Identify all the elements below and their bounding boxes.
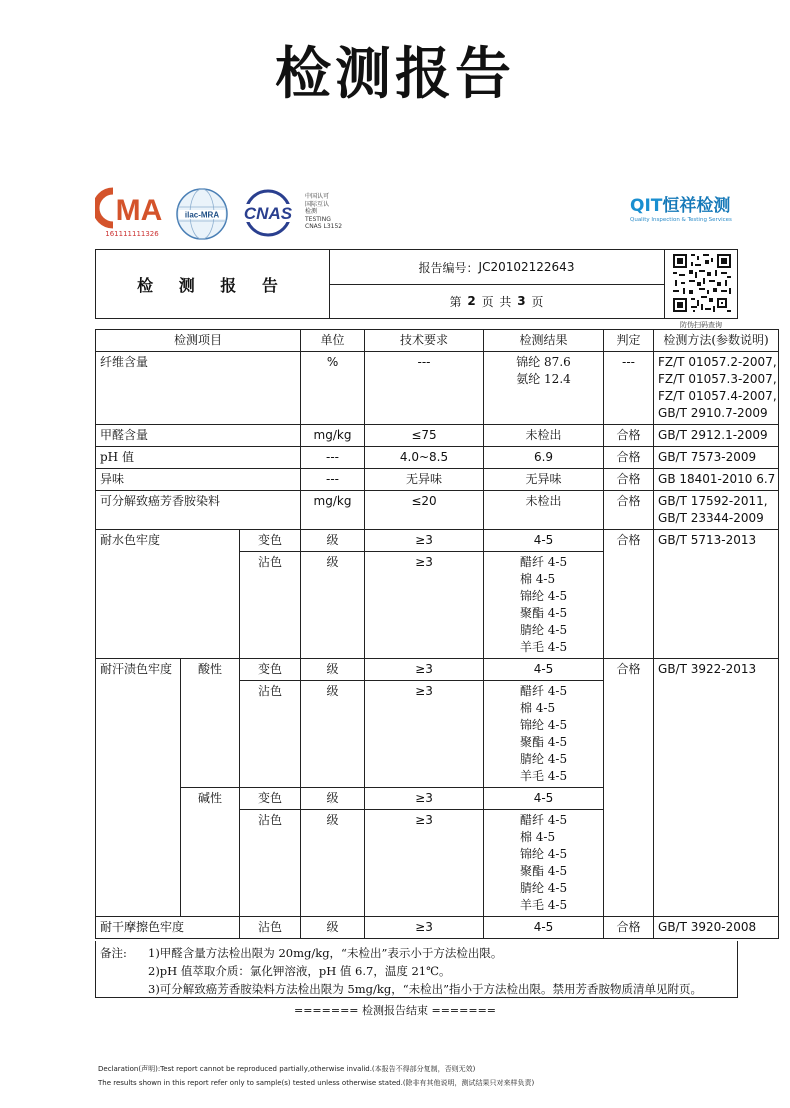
- table-row-water-change: [96, 530, 779, 552]
- qit-name: 恒祥检测: [662, 196, 731, 216]
- note-line: 3)可分解致癌芳香胺染料方法检出限为 5mg/kg，“未检出”指小于方法检出限。禁用芳香胺物质清单见附页。: [148, 982, 702, 996]
- result-line: 醋纤 4-5: [519, 813, 568, 827]
- table-row-dry-rubbing: [96, 917, 779, 939]
- sub-item: 沾色: [240, 810, 301, 917]
- result-line: 腈纶 4-5: [519, 881, 568, 895]
- unit-cell: 级: [301, 659, 365, 681]
- result-cell: 无异味: [484, 469, 604, 491]
- note-line: 1)甲醛含量方法检出限为 20mg/kg，“未检出”表示小于方法检出限。: [148, 946, 503, 960]
- notes-box: [95, 941, 738, 998]
- sub-item: 沾色: [240, 917, 301, 939]
- method-cell: GB/T 7573-2009: [654, 447, 779, 469]
- sub-group: 酸性: [181, 659, 240, 788]
- cma-mark-icon: [95, 187, 169, 229]
- qr-code-icon[interactable]: [671, 252, 733, 314]
- requirement-cell: 4.0~8.5: [365, 447, 484, 469]
- report-number-label: 报告编号：: [418, 260, 479, 275]
- cnas-caption-line: 国际互认: [305, 200, 330, 208]
- cnas-caption-line: TESTING: [305, 215, 331, 223]
- sub-item: 变色: [240, 659, 301, 681]
- result-line: 羊毛 4-5: [519, 769, 568, 783]
- table-header-row: [96, 330, 779, 352]
- item-name: pH 值: [96, 447, 301, 469]
- item-name: 耐汗渍色牢度: [96, 659, 181, 917]
- unit-cell: ---: [301, 447, 365, 469]
- result-cell: [484, 810, 604, 917]
- qit-brand: QIT: [630, 196, 663, 216]
- result-line: 羊毛 4-5: [519, 898, 568, 912]
- cnas-mark-icon: [233, 189, 303, 237]
- logo-row: [95, 185, 740, 245]
- table-row-ph: [96, 447, 779, 469]
- result-cell: 未检出: [484, 491, 604, 530]
- col-header-item: 检测项目: [96, 330, 301, 352]
- table-row-formaldehyde: [96, 425, 779, 447]
- cma-logo-text: MA: [115, 194, 163, 227]
- result-line: 锦纶 4-5: [519, 847, 568, 861]
- requirement-cell: ≥3: [365, 810, 484, 917]
- result-line: 棉 4-5: [519, 830, 556, 844]
- item-name: 可分解致癌芳香胺染料: [96, 491, 301, 530]
- judgement-cell: ---: [604, 352, 654, 425]
- method-line: GB/T 2910.7-2009: [658, 406, 768, 420]
- unit-cell: 级: [301, 917, 365, 939]
- item-name: 纤维含量: [96, 352, 301, 425]
- unit-cell: 级: [301, 788, 365, 810]
- unit-cell: 级: [301, 681, 365, 788]
- result-cell: 4-5: [484, 788, 604, 810]
- col-header-result: 检测结果: [484, 330, 604, 352]
- ilac-globe-icon: [175, 187, 229, 241]
- page-indicator: [329, 284, 665, 318]
- method-cell: GB/T 3922-2013: [654, 659, 779, 917]
- result-cell: [484, 681, 604, 788]
- result-line: 醋纤 4-5: [519, 684, 568, 698]
- sub-item: 沾色: [240, 681, 301, 788]
- note-line: 2)pH 值萃取介质：氯化钾溶液，pH 值 6.7，温度 21℃。: [148, 964, 451, 978]
- result-line: 聚酯 4-5: [519, 864, 568, 878]
- result-cell: 未检出: [484, 425, 604, 447]
- col-header-unit: 单位: [301, 330, 365, 352]
- unit-cell: %: [301, 352, 365, 425]
- cnas-logo: [233, 189, 303, 237]
- method-line: FZ/T 01057.4-2007,: [658, 389, 777, 403]
- requirement-cell: ≤20: [365, 491, 484, 530]
- sub-item: 变色: [240, 530, 301, 552]
- result-cell: [484, 552, 604, 659]
- ilac-mra-logo: [175, 187, 229, 241]
- report-header-box: [95, 249, 738, 319]
- requirement-cell: ≥3: [365, 681, 484, 788]
- declaration-line: Declaration(声明):Test report cannot be reproduced partially,otherwise invalid.(本报告不得部分复制，否则无效): [98, 1065, 476, 1073]
- result-line: 腈纶 4-5: [519, 752, 568, 766]
- requirement-cell: ≤75: [365, 425, 484, 447]
- judgement-cell: 合格: [604, 917, 654, 939]
- page-total: 3: [517, 294, 526, 308]
- requirement-cell: ≥3: [365, 659, 484, 681]
- sub-group: 碱性: [181, 788, 240, 917]
- result-line: 腈纶 4-5: [519, 623, 568, 637]
- method-cell: [654, 491, 779, 530]
- table-row-azo-dyes: [96, 491, 779, 530]
- cma-number: 161111111326: [105, 230, 159, 238]
- result-line: 棉 4-5: [519, 701, 556, 715]
- sub-item: 变色: [240, 788, 301, 810]
- cnas-logo-text: CNAS: [243, 204, 293, 223]
- unit-cell: mg/kg: [301, 491, 365, 530]
- requirement-cell: ≥3: [365, 552, 484, 659]
- result-cell: [484, 352, 604, 425]
- requirement-cell: ≥3: [365, 530, 484, 552]
- requirement-cell: 无异味: [365, 469, 484, 491]
- result-line: 锦纶 87.6: [516, 355, 571, 369]
- sub-item: 沾色: [240, 552, 301, 659]
- col-header-method: 检测方法(参数说明): [654, 330, 779, 352]
- cma-logo: [95, 187, 169, 243]
- method-cell: GB/T 3920-2008: [654, 917, 779, 939]
- result-line: 锦纶 4-5: [519, 718, 568, 732]
- result-line: 氨纶 12.4: [516, 372, 571, 386]
- unit-cell: 级: [301, 552, 365, 659]
- cnas-caption-line: 中国认可: [305, 193, 330, 200]
- cnas-caption: [305, 193, 365, 231]
- result-cell: 4-5: [484, 917, 604, 939]
- method-cell: GB/T 5713-2013: [654, 530, 779, 659]
- qit-subtitle: Quality Inspection & Testing Services: [630, 217, 732, 223]
- result-line: 聚酯 4-5: [519, 735, 568, 749]
- notes-label: 备注:: [100, 946, 127, 960]
- declaration-line: The results shown in this report refer only to sample(s) tested unless otherwise stated.(除非有其他说明，测试结果只对来样负责): [98, 1079, 535, 1087]
- item-name: 异味: [96, 469, 301, 491]
- result-line: 醋纤 4-5: [519, 555, 568, 569]
- cnas-caption-line: CNAS L3152: [305, 223, 343, 230]
- unit-cell: ---: [301, 469, 365, 491]
- method-line: GB/T 23344-2009: [658, 511, 764, 525]
- qit-logo: [630, 191, 740, 231]
- report-header-title: 检 测 报 告: [96, 250, 330, 318]
- test-results-table: [95, 329, 779, 939]
- judgement-cell: 合格: [604, 659, 654, 917]
- table-row-sweat-acid-change: [96, 659, 779, 681]
- page-middle: 页 共: [481, 294, 512, 309]
- page-title: 检测报告: [275, 42, 515, 107]
- cnas-caption-line: 检测: [305, 208, 318, 215]
- unit-cell: 级: [301, 810, 365, 917]
- report-number: JC20102122643: [478, 260, 575, 274]
- result-line: 锦纶 4-5: [519, 589, 568, 603]
- result-line: 棉 4-5: [519, 572, 556, 586]
- unit-cell: 级: [301, 530, 365, 552]
- col-header-requirement: 技术要求: [365, 330, 484, 352]
- unit-cell: mg/kg: [301, 425, 365, 447]
- judgement-cell: 合格: [604, 530, 654, 659]
- item-name: 耐干摩擦色牢度: [96, 917, 240, 939]
- method-cell: GB/T 2912.1-2009: [654, 425, 779, 447]
- requirement-cell: ≥3: [365, 788, 484, 810]
- table-row-fiber: [96, 352, 779, 425]
- result-cell: 4-5: [484, 530, 604, 552]
- method-line: GB/T 17592-2011,: [658, 494, 768, 508]
- page-suffix: 页: [531, 294, 544, 309]
- result-line: 羊毛 4-5: [519, 640, 568, 654]
- judgement-cell: 合格: [604, 425, 654, 447]
- result-line: 聚酯 4-5: [519, 606, 568, 620]
- table-row-odor: [96, 469, 779, 491]
- report-end-marker: ======= 检测报告结束 =======: [293, 1004, 497, 1017]
- page-prefix: 第: [449, 294, 462, 309]
- judgement-cell: 合格: [604, 491, 654, 530]
- report-number-row: [329, 250, 665, 285]
- result-cell: 6.9: [484, 447, 604, 469]
- item-name: 耐水色牢度: [96, 530, 240, 659]
- result-cell: 4-5: [484, 659, 604, 681]
- requirement-cell: ---: [365, 352, 484, 425]
- judgement-cell: 合格: [604, 469, 654, 491]
- page-current: 2: [467, 294, 476, 308]
- qr-caption: 防伪扫码查询: [680, 321, 722, 329]
- item-name: 甲醛含量: [96, 425, 301, 447]
- ilac-logo-text: ilac-MRA: [184, 210, 220, 220]
- requirement-cell: ≥3: [365, 917, 484, 939]
- col-header-judgement: 判定: [604, 330, 654, 352]
- judgement-cell: 合格: [604, 447, 654, 469]
- qit-logo-main: [630, 191, 740, 216]
- method-cell: [654, 352, 779, 425]
- method-line: FZ/T 01057.3-2007,: [658, 372, 777, 386]
- method-cell: GB 18401-2010 6.7: [654, 469, 779, 491]
- method-line: FZ/T 01057.2-2007,: [658, 355, 777, 369]
